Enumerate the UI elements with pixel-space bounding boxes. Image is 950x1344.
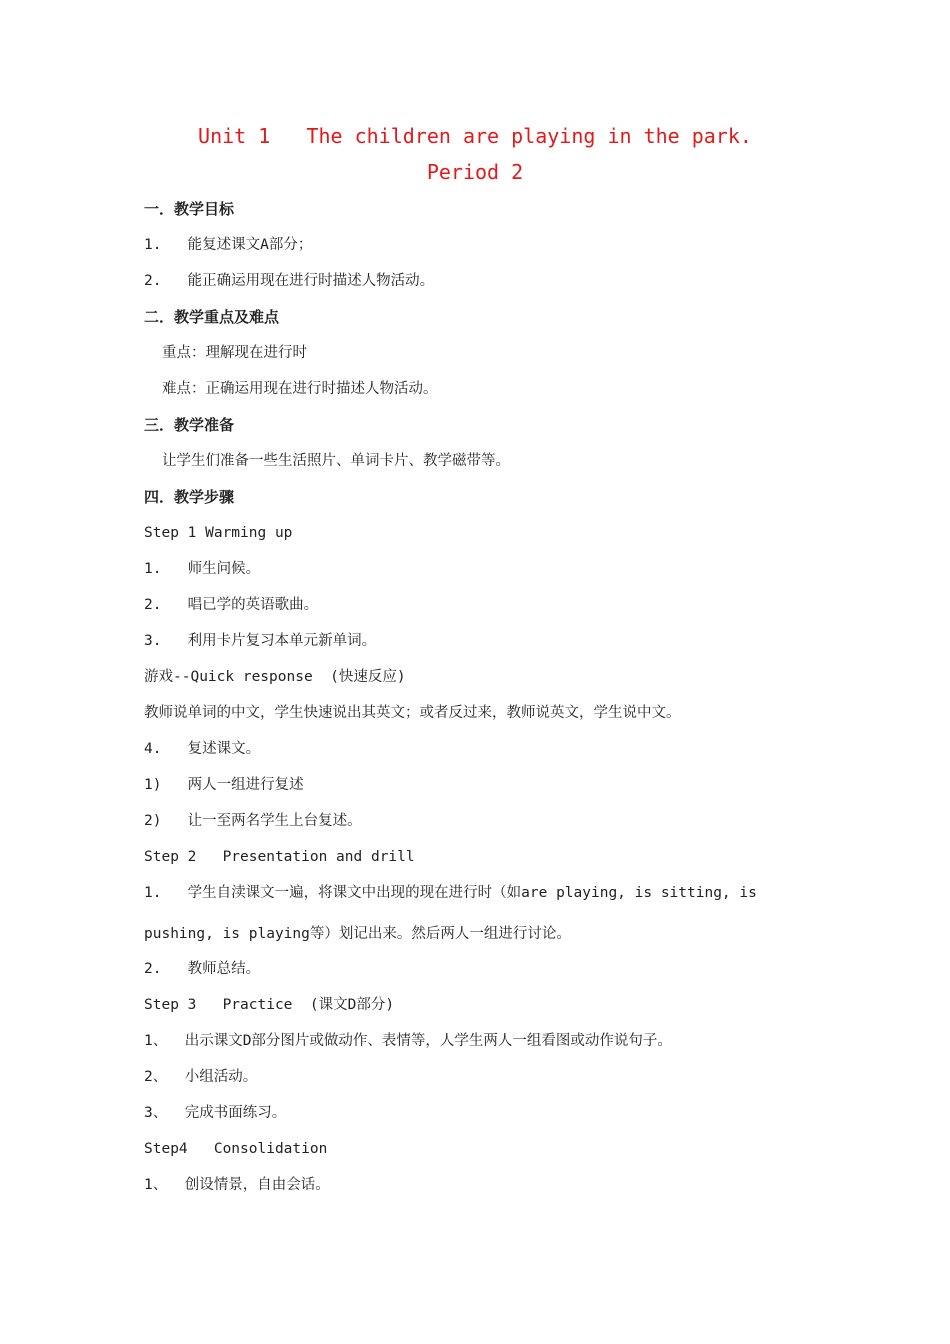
key-point-item: 难点：正确运用现在进行时描述人物活动。	[162, 381, 438, 397]
step-line: 2. 唱已学的英语歌曲。	[144, 597, 319, 613]
step-line: 1、 出示课文D部分图片或做动作、表情等，人学生两人一组看图或动作说句子。	[144, 1033, 672, 1049]
step-line: 2) 让一至两名学生上台复述。	[144, 813, 362, 829]
step-line: 4. 复述课文。	[144, 741, 261, 757]
step-line: 游戏--Quick response (快速反应)	[144, 669, 406, 685]
key-point-item: 重点：理解现在进行时	[162, 345, 307, 361]
document-subtitle: Period 2	[426, 160, 524, 184]
step-heading: Step 3 Practice (课文D部分)	[144, 997, 395, 1013]
step-line: 3、 完成书面练习。	[144, 1105, 287, 1121]
section-heading-steps: 四．教学步骤	[144, 488, 235, 506]
document-title: Unit 1 The children are playing in the park.	[198, 124, 752, 148]
step-line: 2、 小组活动。	[144, 1069, 258, 1085]
step-line: pushing, is playing等）划记出来。然后两人一组进行讨论。	[144, 926, 571, 942]
preparation-item: 让学生们准备一些生活照片、单词卡片、教学磁带等。	[162, 453, 510, 469]
section-heading-objectives: 一．教学目标	[144, 200, 235, 218]
step-heading: Step4 Consolidation	[144, 1141, 328, 1157]
step-line: 1) 两人一组进行复述	[144, 777, 304, 793]
step-line: 2. 教师总结。	[144, 961, 261, 977]
objective-item: 2. 能正确运用现在进行时描述人物活动。	[144, 273, 435, 289]
step-heading: Step 2 Presentation and drill	[144, 849, 415, 865]
section-heading-preparation: 三．教学准备	[144, 416, 235, 434]
step-line: 教师说单词的中文，学生快速说出其英文；或者反过来，教师说英文，学生说中文。	[144, 705, 681, 721]
section-heading-key-points: 二．教学重点及难点	[144, 308, 280, 326]
step-line: 1. 学生自渎课文一遍，将课文中出现的现在进行时（如are playing, is sitting, is	[144, 885, 757, 901]
step-line: 1. 师生问候。	[144, 561, 261, 577]
step-heading: Step 1 Warming up	[144, 525, 293, 541]
objective-item: 1. 能复述课文A部分；	[144, 237, 313, 253]
step-line: 3. 利用卡片复习本单元新单词。	[144, 633, 377, 649]
step-line: 1、 创设情景，自由会话。	[144, 1177, 330, 1193]
